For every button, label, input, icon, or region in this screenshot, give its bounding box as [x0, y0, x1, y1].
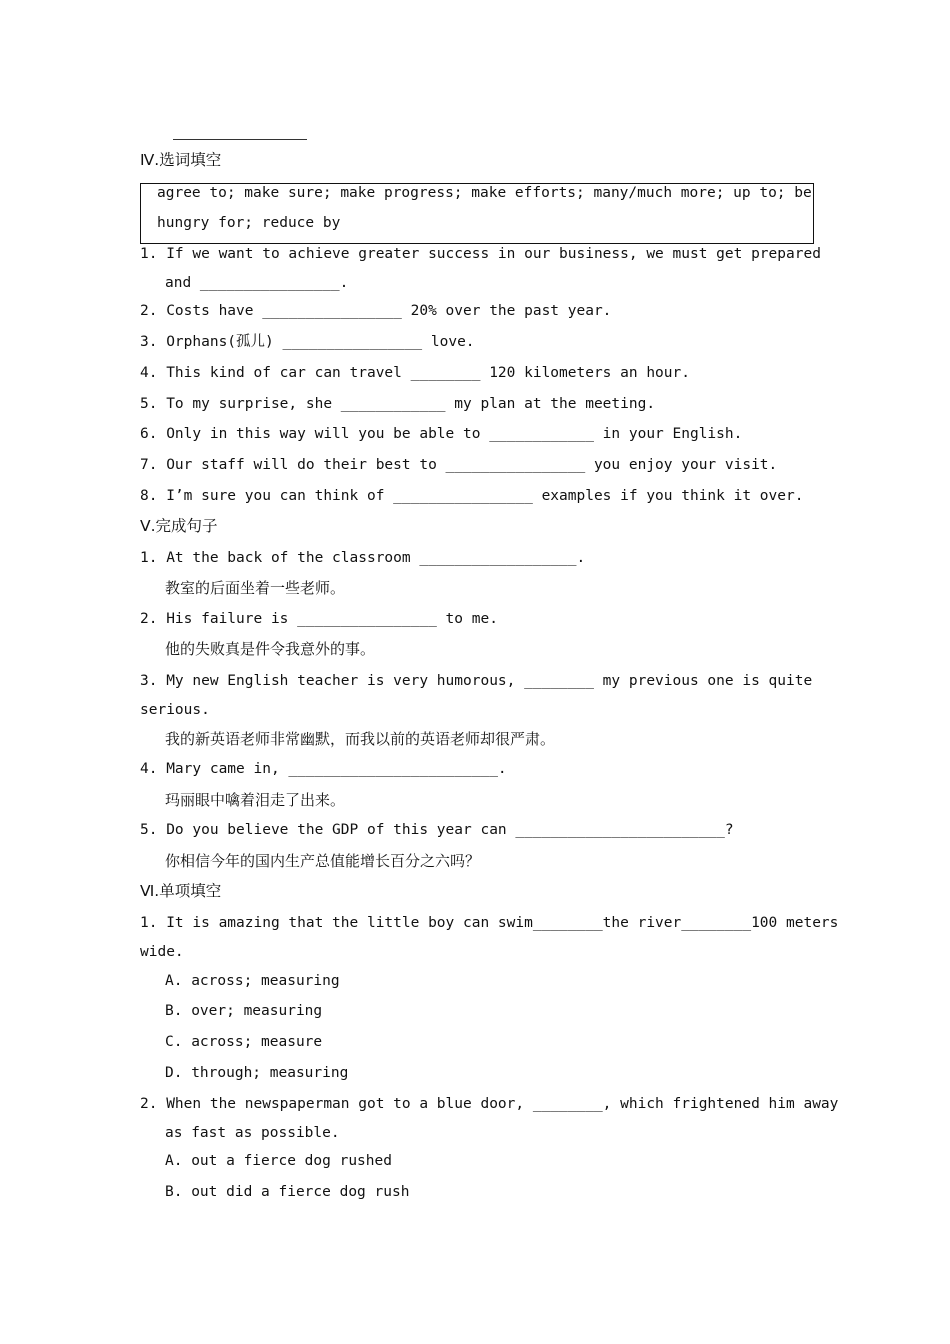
s6-q1-option-d: D. through; measuring [165, 1065, 349, 1081]
s5-item-3-cont: serious. [140, 702, 210, 718]
s5-item-4-translation: 玛丽眼中噙着泪走了出来。 [165, 791, 346, 809]
s5-item-5: 5. Do you believe the GDP of this year can ________________________? [140, 822, 734, 838]
s4-item-8: 8. I’m sure you can think of ________________ examples if you think it over. [140, 488, 804, 504]
s6-q1: 1. It is amazing that the little boy can swim________the river________100 meters [140, 915, 839, 931]
s4-item-3: 3. Orphans(孤儿) ________________ love. [140, 334, 475, 350]
section-6-heading: Ⅵ.单项填空 [140, 882, 222, 900]
top-blank-line [173, 139, 307, 140]
word-bank-line-1: agree to; make sure; make progress; make efforts; many/much more; up to; be [157, 185, 812, 201]
s6-q1-option-a: A. across; measuring [165, 973, 340, 989]
s6-q1-option-b: B. over; measuring [165, 1003, 323, 1019]
s4-item-6: 6. Only in this way will you be able to ____________ in your English. [140, 426, 743, 442]
s6-q2-option-a: A. out a fierce dog rushed [165, 1153, 392, 1169]
s6-q1-option-c: C. across; measure [165, 1034, 323, 1050]
s6-q2-cont: as fast as possible. [165, 1125, 340, 1141]
s4-item-1: 1. If we want to achieve greater success in our business, we must get prepared [140, 246, 821, 262]
s5-item-3-translation: 我的新英语老师非常幽默，而我以前的英语老师却很严肃。 [165, 730, 556, 748]
word-bank-line-2: hungry for; reduce by [157, 215, 341, 231]
s6-q1-cont: wide. [140, 944, 184, 960]
s4-item-5: 5. To my surprise, she ____________ my plan at the meeting. [140, 396, 656, 412]
s5-item-2: 2. His failure is ________________ to me. [140, 611, 498, 627]
s4-item-2: 2. Costs have ________________ 20% over the past year. [140, 303, 612, 319]
s5-item-5-translation: 你相信今年的国内生产总值能增长百分之六吗？ [165, 852, 481, 870]
section-4-heading: Ⅳ.选词填空 [140, 151, 222, 169]
s5-item-2-translation: 他的失败真是件令我意外的事。 [165, 640, 376, 658]
s4-item-7: 7. Our staff will do their best to ________________ you enjoy your visit. [140, 457, 778, 473]
s5-item-1-translation: 教室的后面坐着一些老师。 [165, 579, 346, 597]
section-5-heading: Ⅴ.完成句子 [140, 517, 218, 535]
s6-q2-option-b: B. out did a fierce dog rush [165, 1184, 410, 1200]
s6-q2: 2. When the newspaperman got to a blue door, ________, which frightened him away [140, 1096, 839, 1112]
s4-item-4: 4. This kind of car can travel ________ 120 kilometers an hour. [140, 365, 690, 381]
s4-item-1-cont: and ________________. [165, 275, 349, 291]
s5-item-4: 4. Mary came in, ________________________. [140, 761, 507, 777]
s5-item-3: 3. My new English teacher is very humorous, ________ my previous one is quite [140, 673, 813, 689]
s5-item-1: 1. At the back of the classroom __________________. [140, 550, 586, 566]
